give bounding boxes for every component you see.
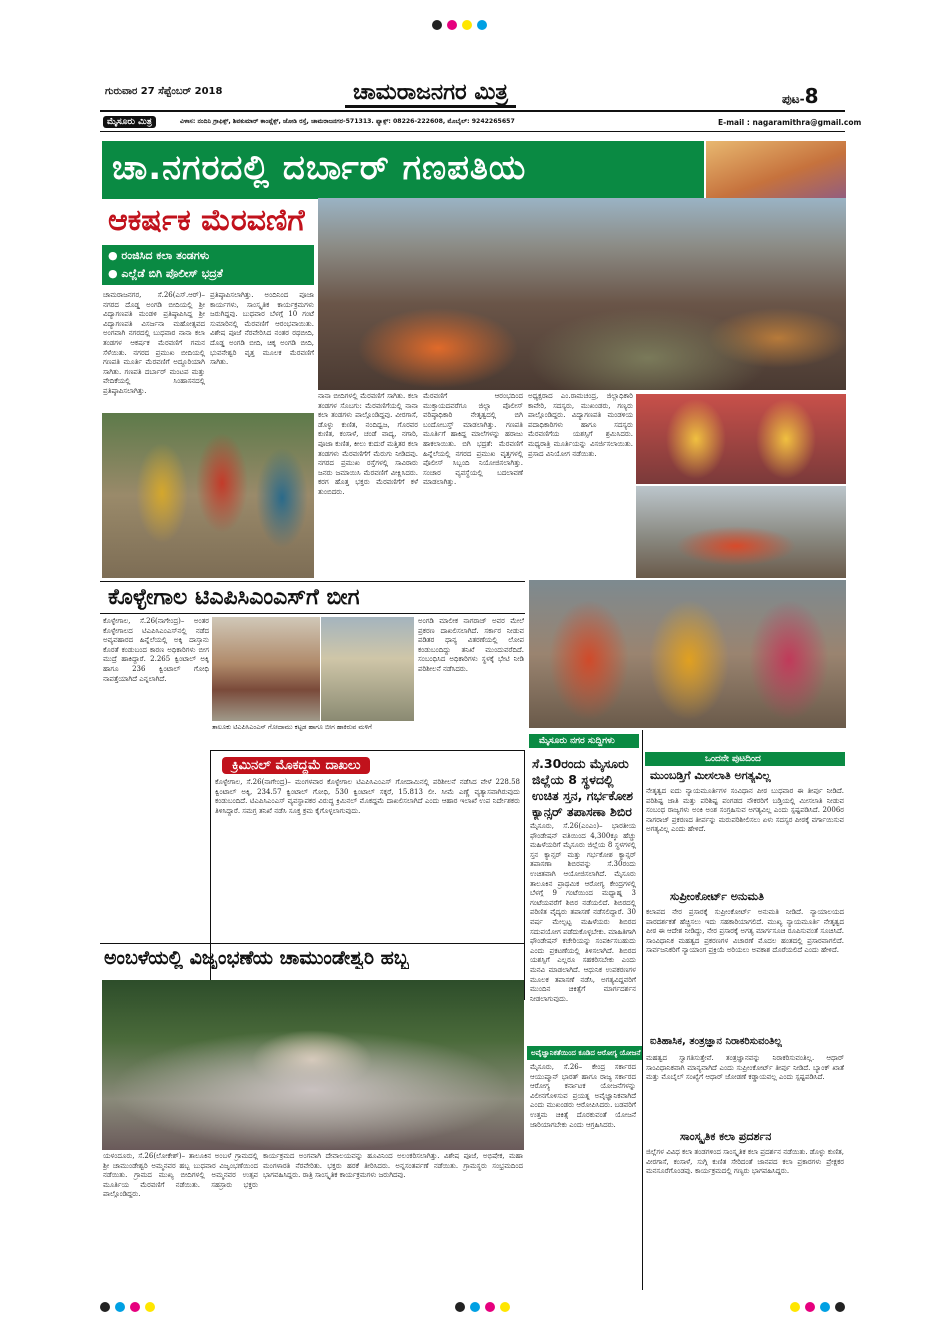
page-number: 8: [804, 84, 819, 108]
kollegal-headline: ಕೊಳ್ಳೇಗಾಲ ಟಿಎಪಿಸಿಎಂಎಸ್‌ಗೆ ಬೀಗ: [108, 585, 360, 610]
ambale-festival-photo: [102, 980, 524, 1150]
lead-headline-line1: ಚಾ.ನಗರದಲ್ಲಿ ದರ್ಬಾರ್ ಗಣಪತಿಯ: [112, 148, 527, 188]
paper-title: ಚಾಮರಾಜನಗರ ಮಿತ್ರ: [345, 80, 516, 108]
email-line: E-mail : nagaramithra@gmail.com: [718, 118, 862, 127]
edition-badge: ಮೈಸೂರು ಮಿತ್ರ: [103, 116, 156, 128]
continued-body-4: ಜಿಲ್ಲೆಗಳ ವಿವಿಧ ಕಲಾ ತಂಡಗಳಿಂದ ಸಾಂಸ್ಕೃತಿಕ ಕಲಾ ಪ್ರದರ್ಶನ ನಡೆಯಿತು. ಡೊಳ್ಳು ಕುಣಿತ, ವೀರಗಾಸೆ, ಕಂಸಾಳೆ, ಸುಗ್ಗಿ ಕುಣಿತ ಸೇರಿದಂತೆ ಜಾನಪದ ಕಲಾ ಪ್ರಕಾರಗಳು ಪ್ರೇಕ್ಷಕರ ಮನಸೂರೆಗೊಂಡವು. ಕಾರ್ಯಕ್ರಮದಲ್ಲಿ ಗಣ್ಯರು ಭಾಗವಹಿಸಿದ್ದರು.: [646, 1148, 844, 1176]
folk-dancers-photo: [102, 413, 314, 578]
issue-date: ಗುರುವಾರ 27 ಸೆಪ್ಟೆಂಬರ್ 2018: [105, 86, 223, 97]
scheme-bar: ಅವೈಜ್ಞಾನಿಕತೆಯಿಂದ ಕೂಡಿದ ಆರೋಗ್ಯ ಯೋಜನೆ: [527, 1046, 642, 1060]
lead-column-5: ಅಧ್ಯಕ್ಷರಾದ ಎಂ.ರಾಮಚಂದ್ರ, ಜಿಲ್ಲಾಧಿಕಾರಿ ಕಾವೇರಿ, ಸದಸ್ಯರು, ಮುಖಂಡರು, ಗಣ್ಯರು ಪಾಲ್ಗೊಂಡಿದ್ದರು. ವಿದ್ಯಾಗಣಪತಿ ಮಂಡಳಿಯ ಪದಾಧಿಕಾರಿಗಳು ಹಾಗೂ ಸದಸ್ಯರು ಮೆರವಣಿಗೆಯ ಯಶಸ್ಸಿಗೆ ಶ್ರಮಿಸಿದರು. ಮಧ್ಯರಾತ್ರಿ ಮೂರ್ತಿಯನ್ನು ವಿಸರ್ಜಿಸಲಾಯಿತು. ಪ್ರಸಾದ ವಿನಿಯೋಗ ನಡೆಯಿತು.: [528, 392, 633, 458]
ambale-headline: ಅಂಬಳೆಯಲ್ಲಿ ವಿಜೃಂಭಣೆಯ ಚಾಮುಂಡೇಶ್ವರಿ ಹಬ್ಬ: [104, 947, 409, 969]
decorated-chariot-photo: [636, 394, 846, 484]
mysore-headline: ಸೆ.30ರಂದು ಮೈಸೂರು ಜಿಲ್ಲೆಯ 8 ಸ್ಥಳದಲ್ಲಿ ಉಚಿತ ಸ್ತನ, ಗರ್ಭಕೋಶ ಕ್ಯಾನ್ಸರ್ ತಪಾಸಣಾ ಶಿಬಿರ: [532, 756, 634, 819]
continued-headline-3: ಐತಿಹಾಸಿಕ, ತಂತ್ರಜ್ಞಾನ ನಿರಾಕರಿಸುವಂತಿಲ್ಲ: [650, 1036, 782, 1047]
continued-headline-2: ಸುಪ್ರೀಂಕೋರ್ಟ್ ಅನುಮತಿ: [670, 890, 764, 903]
continued-body-2: ಕಲಾಪದ ನೇರ ಪ್ರಸಾರಕ್ಕೆ ಸುಪ್ರೀಂಕೋರ್ಟ್ ಅನುಮತಿ ನೀಡಿದೆ. ನ್ಯಾಯಾಲಯದ ಪಾರದರ್ಶಕತೆ ಹೆಚ್ಚಿಸಲು ಇದು ಸಹಕಾರಿಯಾಗಲಿದೆ. ಮುಖ್ಯ ನ್ಯಾಯಮೂರ್ತಿ ನೇತೃತ್ವದ ಪೀಠ ಈ ಆದೇಶ ನೀಡಿದ್ದು, ನೇರ ಪ್ರಸಾರಕ್ಕೆ ಅಗತ್ಯ ಮಾರ್ಗಸೂಚಿ ರೂಪಿಸುವಂತೆ ಸೂಚಿಸಿದೆ. ಸಾಂವಿಧಾನಿಕ ಮಹತ್ವದ ಪ್ರಕರಣಗಳ ವಿಚಾರಣೆ ಮೊದಲ ಹಂತದಲ್ಲಿ ಪ್ರಸಾರವಾಗಲಿದೆ. ಸಾರ್ವಜನಿಕರಿಗೆ ನ್ಯಾಯಾಂಗ ಪ್ರಕ್ರಿಯೆ ಅರಿಯಲು ಅವಕಾಶ ದೊರೆಯಲಿದೆ ಎಂದು ಹೇಳಿದೆ.: [646, 908, 844, 955]
criminal-headline: ಕ್ರಿಮಿನಲ್ ಮೊಕದ್ದಮೆ ದಾಖಲು: [222, 757, 370, 774]
lead-column-1: ಚಾಮರಾಜನಗರ, ಸೆ.26(ಎಸ್.ಆರ್)– ನಗರದ ದೊಡ್ಡ ಅಂಗಡಿ ಬೀದಿಯಲ್ಲಿ ಶ್ರೀ ವಿದ್ಯಾಗಣಪತಿ ಮಂಡಳಿ ಪ್ರತಿಷ್ಠಾಪಿಸಿದ್ದ ಶ್ರೀ ವಿದ್ಯಾಗಣಪತಿ ವಿಸರ್ಜನಾ ಮಹೋತ್ಸವದ ಅಂಗವಾಗಿ ನಗರದಲ್ಲಿ ಬುಧವಾರ ನಾನಾ ಕಲಾ ತಂಡಗಳ ಆಕರ್ಷಕ ಮೆರವಣಿಗೆ ಗಮನ ಸೆಳೆಯಿತು. ನಗರದ ಪ್ರಮುಖ ಬೀದಿಯಲ್ಲಿ ಗಣಪತಿ ಮೂರ್ತಿ ಮೆರವಣಿಗೆ ಅದ್ದೂರಿಯಾಗಿ ಸಾಗಿತು. ಗಣಪತಿ ದರ್ಬಾರ್ ಮಂಟಪ ಮತ್ತು ವೇದಿಕೆಯಲ್ಲಿ ಸಿಂಹಾಸನದಲ್ಲಿ ಪ್ರತಿಷ್ಠಾಪಿಸಲಾಗಿತ್ತು.: [103, 291, 205, 395]
dancers-street-photo: [636, 486, 846, 578]
godown-building-photo: [321, 617, 414, 721]
continued-bar: ಒಂದನೇ ಪುಟದಿಂದ: [645, 752, 845, 766]
continued-headline-4: ಸಾಂಸ್ಕೃತಿಕ ಕಲಾ ಪ್ರದರ್ಶನ: [680, 1130, 772, 1143]
costumed-performers-photo: [529, 580, 846, 728]
godown-gate-photo: [212, 617, 320, 721]
lead-column-3: ನಾನಾ ಬೀದಿಗಳಲ್ಲಿ ಮೆರವಣಿಗೆ ಸಾಗಿತು. ಕಲಾ ತಂಡಗಳ ಸೊಬಗು: ಮೆರವಣಿಗೆಯಲ್ಲಿ ನಾನಾ ಕಲಾ ತಂಡಗಳು ಪಾಲ್ಗೊಂಡಿದ್ದವು. ವೀರಗಾಸೆ, ಡೊಳ್ಳು ಕುಣಿತ, ನಂದಿಧ್ವಜ, ಗೊರವರ ಕುಣಿತ, ಕಂಸಾಳೆ, ಚಂಡೆ ವಾದ್ಯ, ನಗಾರಿ, ಪೂಜಾ ಕುಣಿತ, ಕೀಲು ಕುದುರೆ ಮತ್ತಿತರ ಕಲಾ ತಂಡಗಳು ಮೆರವಣಿಗೆಗೆ ಮೆರುಗು ನೀಡಿದವು. ನಗರದ ಪ್ರಮುಖ ರಸ್ತೆಗಳಲ್ಲಿ ಸಾವಿರಾರು ಜನರು ಜಮಾಯಿಸಿ ಮೆರವಣಿಗೆ ವೀಕ್ಷಿಸಿದರು. ಕರಗ ಹೊತ್ತ ಭಕ್ತರು ಮೆರವಣಿಗೆಗೆ ಕಳೆ ತುಂಬಿದರು.: [318, 392, 418, 496]
kollegal-column-1: ಕೊಳ್ಳೇಗಾಲ, ಸೆ.26(ನಾಗೇಂದ್ರ)– ಅಂತರ ಕೊಳ್ಳೇಗಾಲದ ಟಿಎಪಿಸಿಎಂಎಸ್‌ನಲ್ಲಿ ನಡೆದ ಅವ್ಯವಹಾರದ ಹಿನ್ನೆಲೆಯಲ್ಲಿ ಅಕ್ಕಿ ದಾಸ್ತಾನು ಕೊರತೆ ಕಂಡುಬಂದ ಕಾರಣ ಅಧಿಕಾರಿಗಳು ಬೀಗ ಮುದ್ರೆ ಹಾಕಿದ್ದಾರೆ. 2.265 ಕ್ವಿಂಟಾಲ್ ಅಕ್ಕಿ ಹಾಗೂ 236 ಕ್ವಿಂಟಾಲ್ ಗೋಧಿ ನಾಪತ್ತೆಯಾಗಿದೆ ಎನ್ನಲಾಗಿದೆ.: [103, 617, 209, 683]
procession-crowd-photo: [318, 198, 846, 390]
page-label: ಪುಟ-8: [782, 84, 819, 108]
mysore-news-bar: ಮೈಸೂರು ನಗರ ಸುದ್ದಿಗಳು: [529, 734, 639, 748]
ambale-column-1: ಯಳಂದೂರು, ಸೆ.26(ಲೋಕೇಶ್)– ತಾಲೂಕಿನ ಅಂಬಳೆ ಗ್ರಾಮದಲ್ಲಿ ಶ್ರೀ ಚಾಮುಂಡೇಶ್ವರಿ ಅಮ್ಮನವರ ಹಬ್ಬ ಬುಧವಾರ ವಿಜೃಂಭಣೆಯಿಂದ ನಡೆಯಿತು. ಗ್ರಾಮದ ಮುಖ್ಯ ಬೀದಿಗಳಲ್ಲಿ ಅಮ್ಮನವರ ಉತ್ಸವ ಮೂರ್ತಿಯ ಮೆರವಣಿಗೆ ನಡೆಯಿತು. ಸಹಸ್ರಾರು ಭಕ್ತರು ಪಾಲ್ಗೊಂಡಿದ್ದರು.: [103, 1152, 258, 1199]
criminal-body: ಕೊಳ್ಳೇಗಾಲ, ಸೆ.26(ನಾಗೇಂದ್ರ)– ಮಂಗಳವಾರ ಕೊಳ್ಳೇಗಾಲ ಟಿಎಪಿಸಿಎಂಎಸ್ ಗೋದಾಮಿನಲ್ಲಿ ಪರಿಶೀಲನೆ ನಡೆಸಿದ ವೇಳೆ 228.58 ಕ್ವಿಂಟಾಲ್ ಅಕ್ಕಿ, 234.57 ಕ್ವಿಂಟಾಲ್ ಗೋಧಿ, 530 ಕ್ವಿಂಟಾಲ್ ಸಕ್ಕರೆ, 15.813 ಲೀ. ಸೀಮೆ ಎಣ್ಣೆ ವ್ಯತ್ಯಾಸವಾಗಿರುವುದು ಕಂಡುಬಂದಿದೆ. ಟಿಎಪಿಸಿಎಂಎಸ್ ವ್ಯವಸ್ಥಾಪಕರ ವಿರುದ್ಧ ಕ್ರಿಮಿನಲ್ ಮೊಕದ್ದಮೆ ದಾಖಲಿಸಲಾಗಿದೆ ಎಂದು ಆಹಾರ ಇಲಾಖೆ ಉಪ ನಿರ್ದೇಶಕರು ತಿಳಿಸಿದ್ದಾರೆ. ಸಮಗ್ರ ತನಿಖೆ ನಡೆಸಿ ಸೂಕ್ತ ಕ್ರಮ ಕೈಗೊಳ್ಳಲಾಗುವುದು.: [215, 778, 520, 815]
ambale-column-2: ಕಾರ್ಯಕ್ರಮದ ಅಂಗವಾಗಿ ದೇವಾಲಯವನ್ನು ಹೂವಿನಿಂದ ಅಲಂಕರಿಸಲಾಗಿತ್ತು. ವಿಶೇಷ ಪೂಜೆ, ಅಭಿಷೇಕ, ಮಹಾ ಮಂಗಳಾರತಿ ನೆರವೇರಿತು. ಭಕ್ತರು ಹರಕೆ ತೀರಿಸಿದರು. ಅನ್ನಸಂತರ್ಪಣೆ ನಡೆಯಿತು. ಗ್ರಾಮಸ್ಥರು ಸಂಭ್ರಮದಿಂದ ಭಾಗವಹಿಸಿದ್ದರು. ರಾತ್ರಿ ಸಾಂಸ್ಕೃತಿಕ ಕಾರ್ಯಕ್ರಮಗಳು ಜರುಗಿದವು.: [263, 1152, 523, 1180]
continued-headline-1: ಮುಂಬಡ್ತಿಗೆ ಮೀಸಲಾತಿ ಅಗತ್ಯವಿಲ್ಲ: [650, 769, 771, 782]
address-line: ವಿಳಾಸ: ನಂದಿನಿ ಗ್ರಾಫಿಕ್ಸ್, ಶಿವಕುಮಾರ್ ಕಾಂಪ್ಲೆಕ್ಸ್, ಜೋಡಿ ರಸ್ತೆ, ಚಾಮರಾಜನಗರ-571313. ಫ್ಯಾಕ್ಸ್: 08226-222608, ಮೊಬೈಲ್: 9242265657: [180, 118, 515, 125]
scheme-body: ಮೈಸೂರು, ಸೆ.26– ಕೇಂದ್ರ ಸರ್ಕಾರದ ಆಯುಷ್ಮಾನ್ ಭಾರತ್ ಹಾಗೂ ರಾಜ್ಯ ಸರ್ಕಾರದ ಆರೋಗ್ಯ ಕರ್ನಾಟಕ ಯೋಜನೆಗಳನ್ನು ವಿಲೀನಗೊಳಿಸುವ ಪ್ರಯತ್ನ ಅವೈಜ್ಞಾನಿಕವಾಗಿದೆ ಎಂದು ಮುಖಂಡರು ಆರೋಪಿಸಿದರು. ಬಡವರಿಗೆ ಉತ್ತಮ ಚಿಕಿತ್ಸೆ ದೊರಕುವಂತೆ ಯೋಜನೆ ಜಾರಿಯಾಗಬೇಕು ಎಂದು ಆಗ್ರಹಿಸಿದರು.: [530, 1063, 636, 1129]
continued-body-3: ಮಹತ್ವದ ಸ್ವಾಗತಿಸುತ್ತೇವೆ. ತಂತ್ರಜ್ಞಾನವನ್ನು ನಿರಾಕರಿಸುವಂತಿಲ್ಲ. ಆಧಾರ್ ಸಾಂವಿಧಾನಿಕವಾಗಿ ಮಾನ್ಯವಾಗಿದೆ ಎಂದು ಸುಪ್ರೀಂಕೋರ್ಟ್ ತೀರ್ಪು ನೀಡಿದೆ. ಬ್ಯಾಂಕ್ ಖಾತೆ ಮತ್ತು ಮೊಬೈಲ್ ಸಂಖ್ಯೆಗೆ ಆಧಾರ್ ಜೋಡಣೆ ಕಡ್ಡಾಯವಲ್ಲ ಎಂದು ಸ್ಪಷ್ಟಪಡಿಸಿದೆ.: [646, 1054, 844, 1082]
lead-column-4: ಮೆರವಣಿಗೆ ಆರಂಭದಿಂದ ಮುಕ್ತಾಯದವರೆಗೂ ಜಿಲ್ಲಾ ಪೊಲೀಸ್ ವರಿಷ್ಠಾಧಿಕಾರಿ ನೇತೃತ್ವದಲ್ಲಿ ಬಿಗಿ ಬಂದೋಬಸ್ತ್ ಮಾಡಲಾಗಿತ್ತು. ಗಣಪತಿ ಮೂರ್ತಿಗೆ ಹಾಕಿದ್ದ ಮಾಲೆಗಳನ್ನು ಹರಾಜು ಹಾಕಲಾಯಿತು. ಬಿಗಿ ಭದ್ರತೆ: ಮೆರವಣಿಗೆ ಹಿನ್ನೆಲೆಯಲ್ಲಿ ನಗರದ ಪ್ರಮುಖ ವೃತ್ತಗಳಲ್ಲಿ ಪೊಲೀಸ್ ಸಿಬ್ಬಂದಿ ನಿಯೋಜಿಸಲಾಗಿತ್ತು. ಸಂಚಾರ ವ್ಯವಸ್ಥೆಯಲ್ಲಿ ಬದಲಾವಣೆ ಮಾಡಲಾಗಿತ್ತು.: [423, 392, 523, 487]
lead-column-2: ಪ್ರತಿಷ್ಠಾಪಿಸಲಾಗಿತ್ತು. ಅಂದಿನಿಂದ ಪೂಜಾ ಕಾರ್ಯಗಳು, ಸಾಂಸ್ಕೃತಿಕ ಕಾರ್ಯಕ್ರಮಗಳು ಜರುಗಿದ್ದವು. ಬುಧವಾರ ಬೆಳಗ್ಗೆ 10 ಗಂಟೆ ಸುಮಾರಿನಲ್ಲಿ ಮೆರವಣಿಗೆ ಆರಂಭವಾಯಿತು. ವಿಶೇಷ ಪೂಜೆ ನೆರವೇರಿಸಿದ ನಂತರ ರಥಬೀದಿ, ದೊಡ್ಡ ಅಂಗಡಿ ಬೀದಿ, ಚಿಕ್ಕ ಅಂಗಡಿ ಬೀದಿ, ಭುವನೇಶ್ವರಿ ವೃತ್ತ ಮೂಲಕ ಮೆರವಣಿಗೆ ಸಾಗಿತು.: [210, 291, 314, 367]
kollegal-column-2: ಅಂಗಡಿ ಮಾಲೀಕ ನಾಗರಾಜ್ ಅವರ ಮೇಲೆ ಪ್ರಕರಣ ದಾಖಲಿಸಲಾಗಿದೆ. ಸರ್ಕಾರ ನೀಡುವ ಪಡಿತರ ಧಾನ್ಯ ವಿತರಣೆಯಲ್ಲಿ ಲೋಪ ಕಂಡುಬಂದಿದ್ದು ತನಿಖೆ ಮುಂದುವರೆದಿದೆ. ಸಂಬಂಧಿಸಿದ ಅಧಿಕಾರಿಗಳು ಸ್ಥಳಕ್ಕೆ ಭೇಟಿ ನೀಡಿ ಪರಿಶೀಲನೆ ನಡೆಸಿದರು.: [418, 617, 524, 673]
continued-body-1: ನೇತೃತ್ವದ ಐದು ನ್ಯಾಯಮೂರ್ತಿಗಳ ಸಂವಿಧಾನ ಪೀಠ ಬುಧವಾರ ಈ ತೀರ್ಪು ನೀಡಿದೆ. ಪರಿಶಿಷ್ಟ ಜಾತಿ ಮತ್ತು ಪರಿಶಿಷ್ಟ ಪಂಗಡದ ನೌಕರರಿಗೆ ಬಡ್ತಿಯಲ್ಲಿ ಮೀಸಲಾತಿ ನೀಡುವ ಸಂಬಂಧ ರಾಜ್ಯಗಳು ಅಂಕಿ ಅಂಶ ಸಂಗ್ರಹಿಸುವ ಅಗತ್ಯವಿಲ್ಲ ಎಂದು ಸ್ಪಷ್ಟಪಡಿಸಿದೆ. 2006ರ ನಾಗರಾಜ್ ಪ್ರಕರಣದ ತೀರ್ಪನ್ನು ಮರುಪರಿಶೀಲಿಸಲು ಏಳು ಸದಸ್ಯರ ಪೀಠಕ್ಕೆ ವರ್ಗಾಯಿಸುವ ಅಗತ್ಯವಿಲ್ಲ ಎಂದು ಹೇಳಿದೆ.: [646, 787, 844, 834]
lead-headline-line2: ಆಕರ್ಷಕ ಮೆರವಣಿಗೆ: [108, 203, 305, 238]
mysore-news-body: ಮೈಸೂರು, ಸೆ.26(ಎಂಎಂ)– ಭಾರತೀಯ ಫೌಂಡೇಷನ್ ವತಿಯಿಂದ 4,300ಕ್ಕೂ ಹೆಚ್ಚು ಮಹಿಳೆಯರಿಗೆ ಮೈಸೂರು ಜಿಲ್ಲೆಯ 8 ಸ್ಥಳಗಳಲ್ಲಿ ಸ್ತನ ಕ್ಯಾನ್ಸರ್ ಮತ್ತು ಗರ್ಭಕೋಶ ಕ್ಯಾನ್ಸರ್ ತಪಾಸಣಾ ಶಿಬಿರವನ್ನು ಸೆ.30ರಂದು ಉಚಿತವಾಗಿ ಆಯೋಜಿಸಲಾಗಿದೆ. ಮೈಸೂರು ತಾಲೂಕಿನ ಪ್ರಾಥಮಿಕ ಆರೋಗ್ಯ ಕೇಂದ್ರಗಳಲ್ಲಿ ಬೆಳಗ್ಗೆ 9 ಗಂಟೆಯಿಂದ ಮಧ್ಯಾಹ್ನ 3 ಗಂಟೆಯವರೆಗೆ ಶಿಬಿರ ನಡೆಯಲಿದೆ. ಶಿಬಿರದಲ್ಲಿ ಪರಿಣಿತ ವೈದ್ಯರು ತಪಾಸಣೆ ನಡೆಸಲಿದ್ದಾರೆ. 30 ವರ್ಷ ಮೇಲ್ಪಟ್ಟ ಮಹಿಳೆಯರು ಶಿಬಿರದ ಸದುಪಯೋಗ ಪಡೆದುಕೊಳ್ಳಬೇಕು. ಮಾಹಿತಿಗಾಗಿ ಫೌಂಡೇಷನ್ ಕಚೇರಿಯನ್ನು ಸಂಪರ್ಕಿಸಬಹುದು ಎಂದು ಪ್ರಕಟಣೆಯಲ್ಲಿ ತಿಳಿಸಲಾಗಿದೆ. ಶಿಬಿರದ ಯಶಸ್ಸಿಗೆ ಎಲ್ಲರೂ ಸಹಕರಿಸಬೇಕು ಎಂದು ಮನವಿ ಮಾಡಲಾಗಿದೆ. ಆಧುನಿಕ ಉಪಕರಣಗಳ ಮೂಲಕ ತಪಾಸಣೆ ನಡೆಸಿ, ಅಗತ್ಯವಿದ್ದವರಿಗೆ ಮುಂದಿನ ಚಿಕಿತ್ಸೆಗೆ ಮಾರ್ಗದರ್ಶನ ನೀಡಲಾಗುವುದು.: [530, 822, 636, 1003]
bullet-2: ● ಎಲ್ಲೆಡೆ ಬಿಗಿ ಪೊಲೀಸ್ ಭದ್ರತೆ: [108, 267, 223, 280]
kollegal-photo-caption: ತಾಲೂಕು ಟಿಎಪಿಸಿಎಂಎಸ್ ಗೋದಾಮು ಕಟ್ಟಡ ಹಾಗೂ ಬೀಗ ಹಾಕಿರುವ ಮಳಿಗೆ: [212, 723, 372, 731]
bullet-1: ● ರಂಜಿಸಿದ ಕಲಾ ತಂಡಗಳು: [108, 249, 210, 262]
